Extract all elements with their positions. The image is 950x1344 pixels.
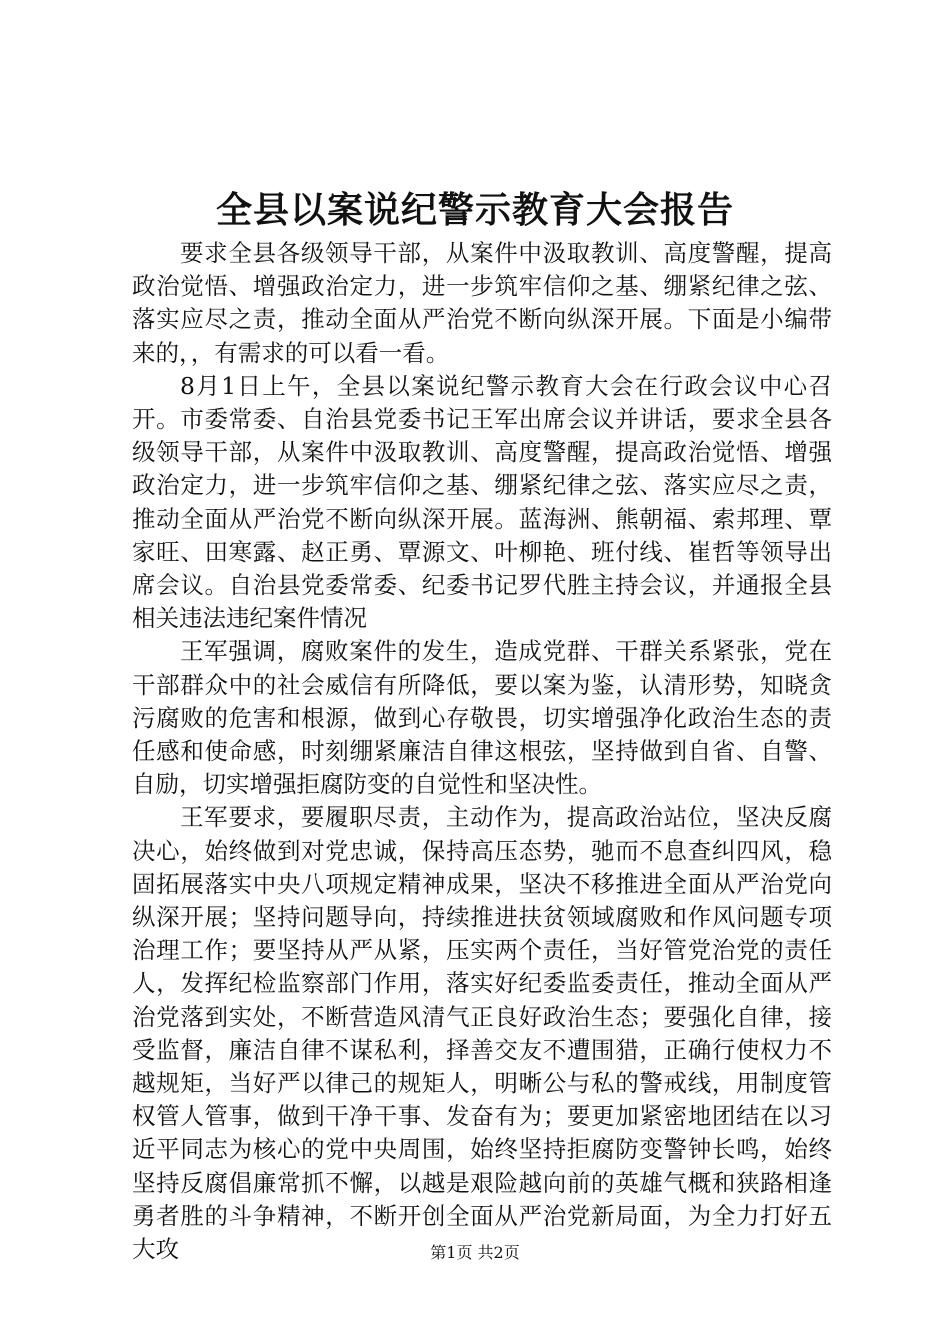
paragraph-requirements: 王军要求，要履职尽责，主动作为，提高政治站位，坚决反腐决心，始终做到对党忠诚，保持高压态势，驰而不息查纠四风，稳固拓展落实中央八项规定精神成果，坚决不移推进全面从严治党向纵深开展；坚持问题导向，持续推进扶贫领域腐败和作风问题专项治理工作；要坚持从严从紧，压实两个责任，当好管党治党的责任人，发挥纪检监察部门作用，落实好纪委监委责任，推动全面从严治党落到实处，不断营造风清气正良好政治生态；要强化自律，接受监督，廉洁自律不谋私利，择善交友不遭围猎，正确行使权力不越规矩，当好严以律己的规矩人，明晰公与私的警戒线，用制度管权管人管事，做到干净干事、发奋有为；要更加紧密地团结在以习近平同志为核心的党中央周围，始终坚持拒腐防变警钟长鸣，始终坚持反腐倡廉常抓不懈，以越是艰险越向前的英雄气概和狭路相逢勇者胜的斗争精神，不断开创全面从严治党新局面，为全力打好五大攻 <box>132 803 832 1264</box>
page-footer: 第1页 共2页 <box>430 1243 520 1262</box>
paragraph-meeting: 8月1日上午，全县以案说纪警示教育大会在行政会议中心召开。市委常委、自治县党委书记王军出席会议并讲话，要求全县各级领导干部，从案件中汲取教训、高度警醒，提高政治觉悟、增强政治定力，进一步筑牢信仰之基、绷紧纪律之弦、落实应尽之责，推动全面从严治党不断向纵深开展。蓝海洲、熊朝福、索邦理、覃家旺、田寒露、赵正勇、覃源文、叶柳艳、班付线、崔哲等领导出席会议。自治县党委常委、纪委书记罗代胜主持会议，并通报全县相关违法违纪案件情况 <box>132 371 832 633</box>
document-title: 全县以案说纪警示教育大会报告 <box>215 189 734 231</box>
paragraph-intro: 要求全县各级领导干部，从案件中汲取教训、高度警醒，提高政治觉悟、增强政治定力，进一步筑牢信仰之基、绷紧纪律之弦、落实应尽之责，推动全面从严治党不断向纵深开展。下面是小编带来的，，有需求的可以看一看。 <box>132 239 832 367</box>
document-body <box>132 237 832 1266</box>
paragraph-emphasis: 王军强调，腐败案件的发生，造成党群、干群关系紧张，党在干部群众中的社会威信有所降低，要以案为鉴，认清形势，知晓贪污腐败的危害和根源，做到心存敬畏，切实增强净化政治生态的责任感和使命感，时刻绷紧廉洁自律这根弦，坚持做到自省、自警、自励，切实增强拒腐防变的自觉性和坚决性。 <box>132 637 832 799</box>
